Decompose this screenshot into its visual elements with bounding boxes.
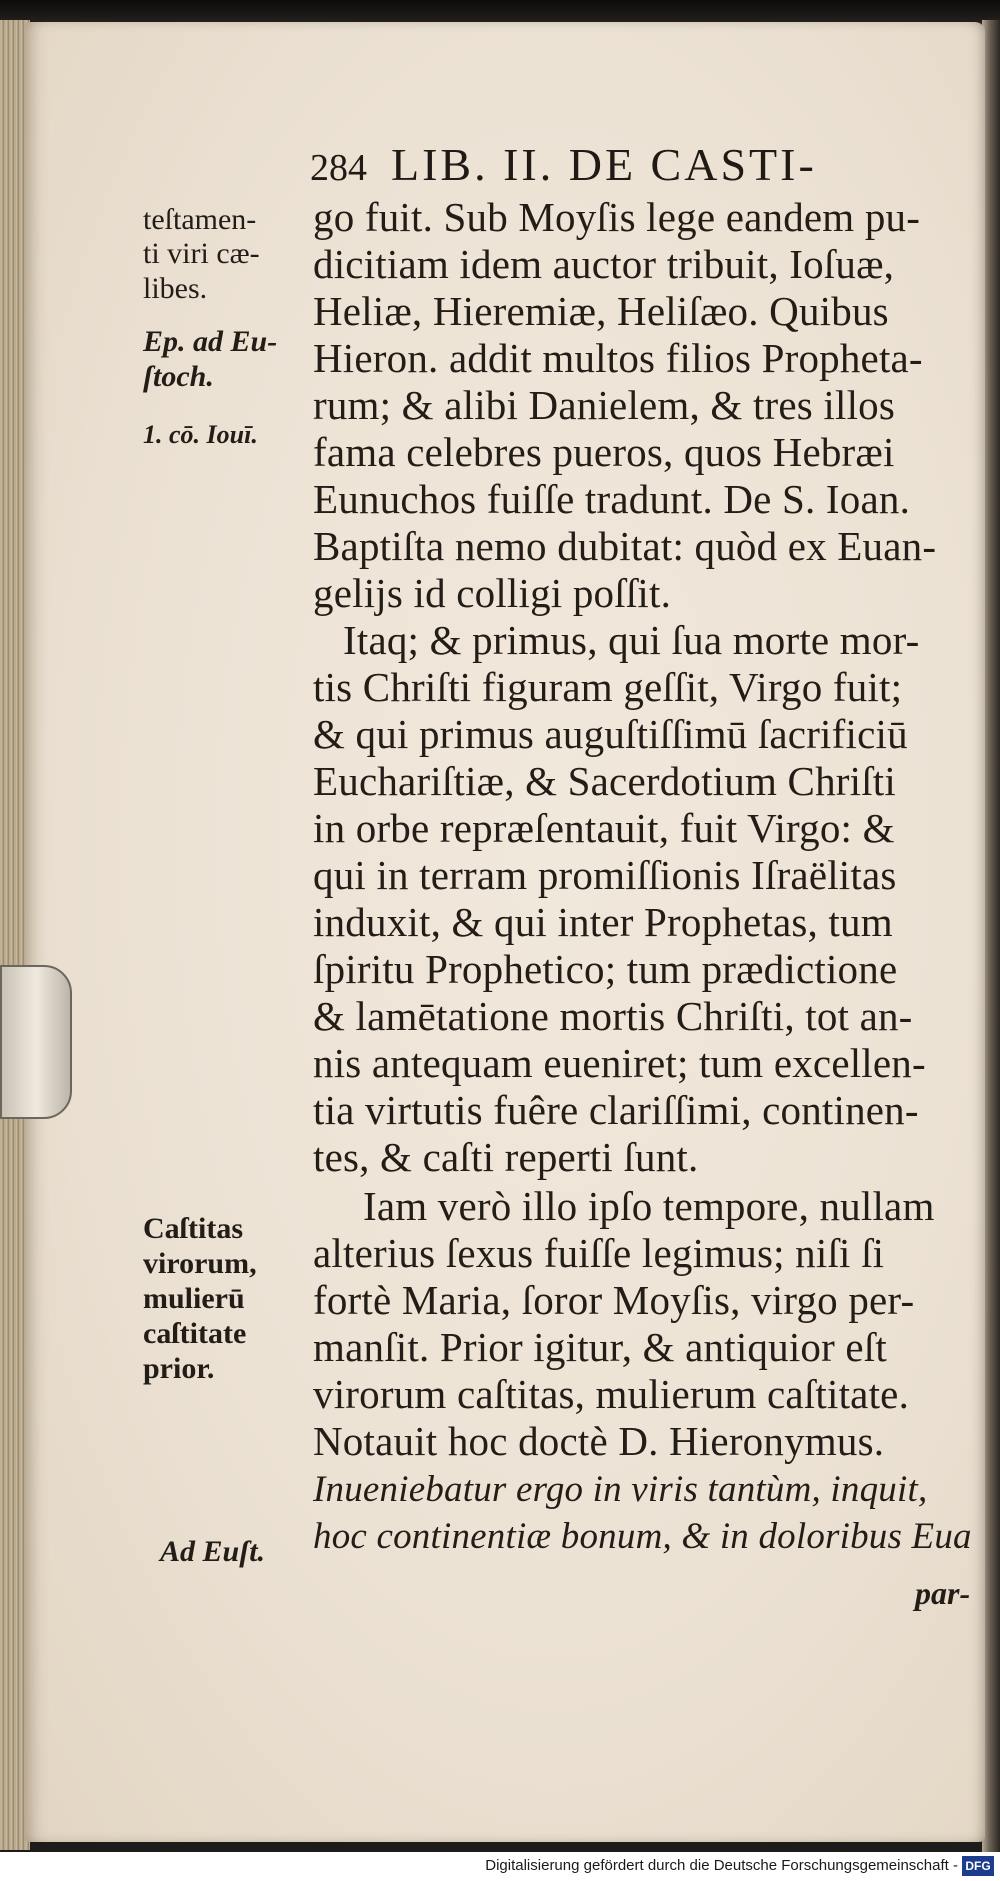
page-clip xyxy=(0,965,72,1119)
footer-credit: Digitalisierung gefördert durch die Deutsche Forschungsgemeinschaft - xyxy=(485,1857,958,1874)
text-line: ſpiritu Prophetico; tum prædictione xyxy=(313,946,898,992)
text-line: rum; & alibi Danielem, & tres illos xyxy=(313,382,896,428)
text-line: nis antequam eueniret; tum excellen- xyxy=(313,1040,926,1086)
text-line: manſit. Prior igitur, & antiquior eſt xyxy=(313,1324,887,1370)
text-line: & lamētatione mortis Chriſti, tot an- xyxy=(313,993,913,1039)
text-line: tia virtutis fuêre clariſſimi, continen- xyxy=(313,1087,919,1133)
text-line: Notauit hoc doctè D. Hieronymus. xyxy=(313,1418,885,1464)
margin-note: libes. xyxy=(143,272,208,305)
margin-note: mulierū xyxy=(143,1282,245,1315)
margin-note: Ep. ad Eu- xyxy=(143,325,278,358)
text-line: go fuit. Sub Moyſis lege eandem pu- xyxy=(313,194,921,240)
text-line: gelijs id colligi poſſit. xyxy=(313,570,672,616)
text-line: induxit, & qui inter Prophetas, tum xyxy=(313,899,893,945)
text-line: Inueniebatur ergo in viris tantùm, inquit, xyxy=(313,1469,928,1510)
text-line: tis Chriſti figuram geſſit, Virgo fuit; xyxy=(313,664,903,710)
text-line: Baptiſta nemo dubitat: quòd ex Euan- xyxy=(313,523,937,569)
text-line: Iam verò illo ipſo tempore, nullam xyxy=(363,1183,935,1229)
text-line: hoc continentiæ bonum, & in doloribus Eua xyxy=(313,1516,972,1557)
text-line: & qui primus auguſtiſſimū ſacrificiū xyxy=(313,711,908,757)
dfg-logo-icon: DFG xyxy=(962,1856,994,1876)
running-head xyxy=(310,138,817,191)
margin-note: ſtoch. xyxy=(143,360,214,393)
margin-note: prior. xyxy=(143,1352,215,1385)
text-line: Hieron. addit multos filios Propheta- xyxy=(313,335,923,381)
text-line: virorum caſtitas, mulierum caſtitate. xyxy=(313,1371,910,1417)
text-line: fortè Maria, ſoror Moyſis, virgo per- xyxy=(313,1277,915,1323)
margin-note: Ad Euſt. xyxy=(160,1535,266,1568)
margin-note: ti viri cæ- xyxy=(143,237,260,270)
margin-note: Caſtitas xyxy=(143,1212,243,1245)
text-line: Itaq; & primus, qui ſua morte mor- xyxy=(343,617,920,663)
page-number: 284 xyxy=(310,147,367,189)
margin-note: teſtamen- xyxy=(143,203,257,236)
text-line: Euchariſtiæ, & Sacerdotium Chriſti xyxy=(313,758,896,804)
text-line: dicitiam idem auctor tribuit, Ioſuæ, xyxy=(313,241,895,287)
running-title: LIB. II. DE CASTI- xyxy=(391,139,817,190)
text-line: tes, & caſti reperti ſunt. xyxy=(313,1134,699,1180)
margin-note: caſtitate xyxy=(143,1317,247,1350)
catchword: par- xyxy=(915,1575,971,1611)
text-line: Eunuchos fuiſſe tradunt. De S. Ioan. xyxy=(313,476,911,522)
margin-note: virorum, xyxy=(143,1247,257,1280)
text-line: fama celebres pueros, quos Hebræi xyxy=(313,429,895,475)
margin-note: 1. cō. Iouī. xyxy=(143,420,258,449)
text-line: Heliæ, Hieremiæ, Heliſæo. Quibus xyxy=(313,288,889,334)
text-line: alterius ſexus fuiſſe legimus; niſi ſi xyxy=(313,1230,885,1276)
text-line: qui in terram promiſſionis Iſraëlitas xyxy=(313,852,897,898)
text-line: in orbe repræſentauit, fuit Virgo: & xyxy=(313,805,895,851)
